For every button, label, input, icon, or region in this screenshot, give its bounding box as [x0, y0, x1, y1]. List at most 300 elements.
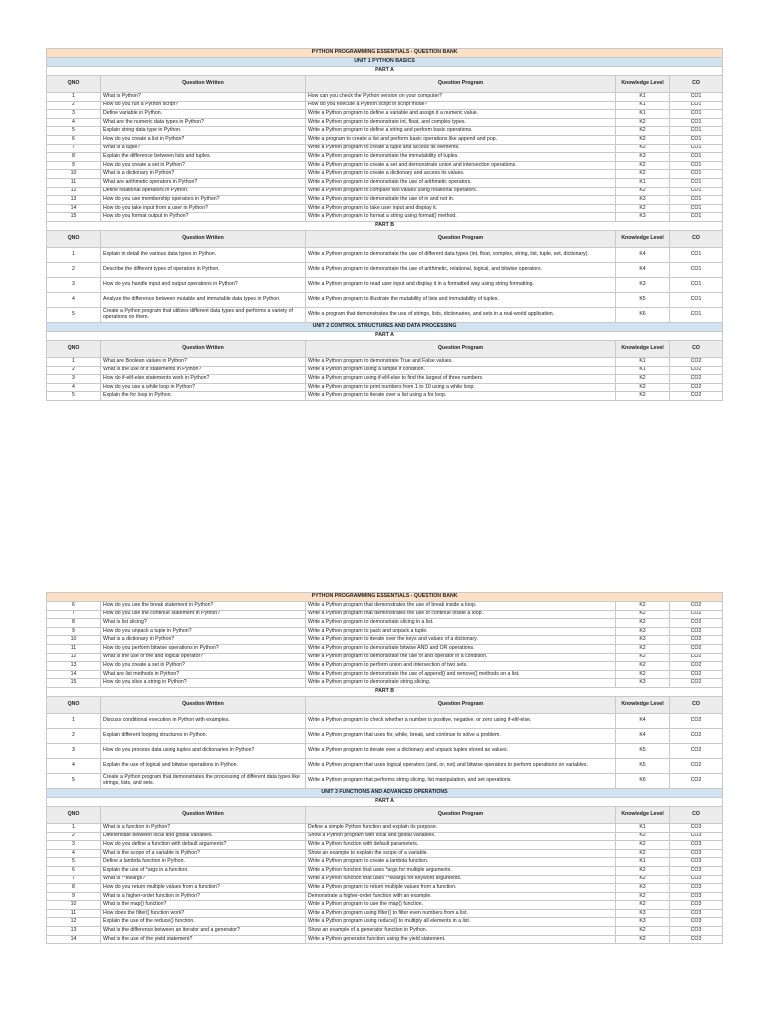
- question-program-cell: Show a Python program with local and global variables.: [306, 832, 616, 841]
- table-row: [47, 144, 723, 153]
- qno-cell: 13: [47, 662, 101, 671]
- co-cell: CO3: [670, 875, 723, 884]
- co-cell: CO1: [670, 161, 723, 170]
- knowledge-level-cell: K1: [616, 366, 670, 375]
- knowledge-level-cell: K1: [616, 823, 670, 832]
- table-row: [47, 602, 723, 611]
- question-written-cell: Explain the use of logical and bitwise operations in Python.: [101, 758, 306, 773]
- knowledge-level-cell: K2: [616, 662, 670, 671]
- knowledge-level-cell: K2: [616, 602, 670, 611]
- question-program-cell: Write a Python program to demonstrate the use of append() and remove() methods on a list.: [306, 670, 616, 679]
- knowledge-level-cell: K2: [616, 892, 670, 901]
- qno-cell: 11: [47, 909, 101, 918]
- knowledge-level-cell: K2: [616, 610, 670, 619]
- table-row: [47, 247, 723, 262]
- co-cell: CO1: [670, 292, 723, 307]
- co-cell: CO2: [670, 383, 723, 392]
- co-cell: CO2: [670, 392, 723, 401]
- column-header-row: [47, 806, 723, 823]
- knowledge-level-header: Knowledge Level: [616, 696, 670, 713]
- table-row: [47, 135, 723, 144]
- co-cell: CO2: [670, 743, 723, 758]
- unit-1-heading-text: UNIT 1 PYTHON BASICS: [47, 58, 723, 67]
- table-row: [47, 292, 723, 307]
- question-program-cell: Write a Python program that uses logical operators (and, or, not) and bitwise operators to perform operations on variables.: [306, 758, 616, 773]
- question-written-cell: Explain in detail the various data types in Python.: [101, 247, 306, 262]
- qno-cell: 12: [47, 918, 101, 927]
- co-cell: CO1: [670, 93, 723, 102]
- co-cell: CO1: [670, 170, 723, 179]
- qno-cell: 1: [47, 357, 101, 366]
- qno-cell: 14: [47, 670, 101, 679]
- table-row: [47, 392, 723, 401]
- question-written-header: Question Written: [101, 806, 306, 823]
- question-program-cell: Write a Python program that demonstrates the use of continue inside a loop.: [306, 610, 616, 619]
- question-written-cell: What is the use of if statements in Python?: [101, 366, 306, 375]
- unit-3-heading: [47, 788, 723, 797]
- qno-cell: 7: [47, 610, 101, 619]
- question-written-cell: How do you use membership operators in Python?: [101, 196, 306, 205]
- table-row: [47, 101, 723, 110]
- knowledge-level-cell: K2: [616, 619, 670, 628]
- qno-cell: 3: [47, 841, 101, 850]
- question-written-cell: Define relational operators in Python.: [101, 187, 306, 196]
- question-written-cell: Explain different looping structures in Python.: [101, 728, 306, 743]
- co-cell: CO2: [670, 679, 723, 688]
- qno-cell: 14: [47, 204, 101, 213]
- knowledge-level-cell: K2: [616, 644, 670, 653]
- table-row: [47, 670, 723, 679]
- knowledge-level-cell: K4: [616, 728, 670, 743]
- co-header: CO: [670, 340, 723, 357]
- qno-cell: 8: [47, 153, 101, 162]
- co-cell: CO3: [670, 918, 723, 927]
- co-cell: CO3: [670, 935, 723, 944]
- table-row: [47, 918, 723, 927]
- knowledge-level-cell: K2: [616, 935, 670, 944]
- question-program-cell: Write a Python program to define a string and perform basic operations.: [306, 127, 616, 136]
- knowledge-level-cell: K6: [616, 773, 670, 788]
- table-row: [47, 935, 723, 944]
- knowledge-level-cell: K3: [616, 196, 670, 205]
- question-program-cell: Write a Python program to read user input and display it in a formatted way using string formatting.: [306, 277, 616, 292]
- page-1-sheet: [46, 48, 722, 401]
- table-row: [47, 627, 723, 636]
- co-cell: CO2: [670, 375, 723, 384]
- co-header: CO: [670, 806, 723, 823]
- question-written-header: Question Written: [101, 76, 306, 93]
- column-header-row: [47, 76, 723, 93]
- qno-header: QNO: [47, 340, 101, 357]
- co-cell: CO1: [670, 135, 723, 144]
- knowledge-level-cell: K2: [616, 127, 670, 136]
- table-row: [47, 892, 723, 901]
- table-row: [47, 277, 723, 292]
- question-program-cell: Write a Python program to format a string using format() method.: [306, 213, 616, 222]
- qno-cell: 5: [47, 307, 101, 322]
- qno-cell: 3: [47, 277, 101, 292]
- qno-cell: 3: [47, 110, 101, 119]
- qno-cell: 8: [47, 884, 101, 893]
- table-row: [47, 366, 723, 375]
- qno-cell: 7: [47, 875, 101, 884]
- table-row: [47, 653, 723, 662]
- question-program-cell: Write a Python program to iterate over a list using a for loop.: [306, 392, 616, 401]
- question-program-cell: Write a Python program to use the map() function.: [306, 901, 616, 910]
- knowledge-level-cell: K2: [616, 383, 670, 392]
- question-program-cell: Write a Python program to demonstrate the use of arithmetic, relational, logical, and bitwise operators.: [306, 262, 616, 277]
- question-program-cell: Write a Python function that uses **kwargs for keyword arguments.: [306, 875, 616, 884]
- part-a-heading: [47, 331, 723, 340]
- co-cell: CO2: [670, 728, 723, 743]
- co-cell: CO3: [670, 841, 723, 850]
- knowledge-level-cell: K2: [616, 875, 670, 884]
- question-written-cell: What is the use of the and logical operator?: [101, 653, 306, 662]
- knowledge-level-cell: K1: [616, 357, 670, 366]
- qno-cell: 1: [47, 93, 101, 102]
- question-written-cell: Explain the use of the reduce() function.: [101, 918, 306, 927]
- qno-cell: 1: [47, 823, 101, 832]
- qno-cell: 13: [47, 927, 101, 936]
- qno-cell: 11: [47, 178, 101, 187]
- qno-cell: 15: [47, 679, 101, 688]
- page-2-sheet: [46, 592, 722, 944]
- question-written-cell: Define variable in Python.: [101, 110, 306, 119]
- knowledge-level-cell: K3: [616, 884, 670, 893]
- qno-cell: 15: [47, 213, 101, 222]
- knowledge-level-cell: K2: [616, 161, 670, 170]
- question-written-cell: How do you create a set in Python?: [101, 161, 306, 170]
- knowledge-level-cell: K2: [616, 375, 670, 384]
- qno-cell: 9: [47, 161, 101, 170]
- knowledge-level-cell: K5: [616, 743, 670, 758]
- question-written-cell: What are arithmetic operators in Python?: [101, 178, 306, 187]
- table-title: [47, 49, 723, 58]
- knowledge-level-cell: K2: [616, 187, 670, 196]
- co-cell: CO1: [670, 178, 723, 187]
- table-row: [47, 619, 723, 628]
- question-written-cell: How do you take input from a user in Python?: [101, 204, 306, 213]
- question-written-cell: How do you return multiple values from a function?: [101, 884, 306, 893]
- qno-cell: 5: [47, 773, 101, 788]
- co-cell: CO3: [670, 892, 723, 901]
- knowledge-level-cell: K3: [616, 909, 670, 918]
- co-cell: CO1: [670, 144, 723, 153]
- table-row: [47, 110, 723, 119]
- question-bank-table-page-1: [46, 48, 723, 401]
- part-a-heading-text: PART A: [47, 797, 723, 806]
- question-program-cell: Write a Python program to create a set and demonstrate union and intersection operations.: [306, 161, 616, 170]
- knowledge-level-header: Knowledge Level: [616, 340, 670, 357]
- question-written-cell: What is the use of the yield statement?: [101, 935, 306, 944]
- table-title-text: PYTHON PROGRAMMING ESSENTIALS - QUESTION BANK: [47, 593, 723, 602]
- qno-cell: 14: [47, 935, 101, 944]
- question-written-cell: How do you unpack a tuple in Python?: [101, 627, 306, 636]
- knowledge-level-cell: K4: [616, 247, 670, 262]
- table-row: [47, 713, 723, 728]
- qno-cell: 2: [47, 366, 101, 375]
- qno-cell: 1: [47, 713, 101, 728]
- question-program-cell: Write a Python program to iterate over a dictionary and unpack tuples stored as values.: [306, 743, 616, 758]
- qno-cell: 13: [47, 196, 101, 205]
- table-row: [47, 662, 723, 671]
- question-program-header: Question Program: [306, 696, 616, 713]
- question-program-cell: Write a Python program to perform union and intersection of two sets.: [306, 662, 616, 671]
- question-written-cell: What is a tuple?: [101, 144, 306, 153]
- co-cell: CO3: [670, 901, 723, 910]
- co-cell: CO1: [670, 247, 723, 262]
- table-row: [47, 204, 723, 213]
- knowledge-level-cell: K2: [616, 841, 670, 850]
- question-written-header: Question Written: [101, 230, 306, 247]
- co-cell: CO2: [670, 357, 723, 366]
- question-program-cell: Write a Python program to illustrate the mutability of lists and immutability of tuples.: [306, 292, 616, 307]
- knowledge-level-cell: K3: [616, 636, 670, 645]
- qno-cell: 4: [47, 383, 101, 392]
- table-row: [47, 610, 723, 619]
- table-row: [47, 357, 723, 366]
- knowledge-level-cell: K5: [616, 758, 670, 773]
- qno-cell: 5: [47, 392, 101, 401]
- qno-cell: 12: [47, 187, 101, 196]
- knowledge-level-cell: K2: [616, 653, 670, 662]
- question-written-cell: What is the difference between an iterator and a generator?: [101, 927, 306, 936]
- qno-cell: 3: [47, 743, 101, 758]
- question-written-cell: What is **kwargs?: [101, 875, 306, 884]
- question-program-cell: Write a Python program to demonstrate True and False values.: [306, 357, 616, 366]
- question-program-cell: Show an example of a generator function in Python.: [306, 927, 616, 936]
- knowledge-level-cell: K5: [616, 292, 670, 307]
- co-cell: CO1: [670, 118, 723, 127]
- qno-cell: 5: [47, 127, 101, 136]
- knowledge-level-cell: K2: [616, 866, 670, 875]
- table-row: [47, 743, 723, 758]
- table-row: [47, 849, 723, 858]
- co-cell: CO3: [670, 927, 723, 936]
- qno-cell: 3: [47, 375, 101, 384]
- knowledge-level-cell: K2: [616, 392, 670, 401]
- knowledge-level-cell: K2: [616, 135, 670, 144]
- knowledge-level-cell: K4: [616, 713, 670, 728]
- unit-2-heading: [47, 322, 723, 331]
- knowledge-level-cell: K2: [616, 204, 670, 213]
- qno-cell: 6: [47, 602, 101, 611]
- question-written-cell: What is a dictionary in Python?: [101, 636, 306, 645]
- question-program-cell: Write a Python function that uses *args for multiple arguments.: [306, 866, 616, 875]
- knowledge-level-cell: K2: [616, 849, 670, 858]
- co-cell: CO2: [670, 627, 723, 636]
- question-written-cell: Explain the for loop in Python.: [101, 392, 306, 401]
- co-cell: CO2: [670, 662, 723, 671]
- question-written-cell: How do you run a Python script?: [101, 101, 306, 110]
- table-row: [47, 93, 723, 102]
- question-written-cell: What is Python?: [101, 93, 306, 102]
- table-row: [47, 187, 723, 196]
- question-program-cell: Write a Python program to demonstrate bitwise AND and OR operations.: [306, 644, 616, 653]
- co-cell: CO2: [670, 713, 723, 728]
- question-program-cell: Write a Python program to demonstrate the use of arithmetic operators.: [306, 178, 616, 187]
- question-program-cell: Write a Python program using a simple if condition.: [306, 366, 616, 375]
- co-cell: CO1: [670, 110, 723, 119]
- unit-2-heading-text: UNIT 2 CONTROL STRUCTURES AND DATA PROCESSING: [47, 322, 723, 331]
- question-program-cell: Write a Python program to print numbers from 1 to 10 using a while loop.: [306, 383, 616, 392]
- co-cell: CO1: [670, 277, 723, 292]
- part-a-heading: [47, 797, 723, 806]
- column-header-row: [47, 340, 723, 357]
- qno-cell: 1: [47, 247, 101, 262]
- table-row: [47, 875, 723, 884]
- question-written-cell: What are the numeric data types in Python?: [101, 118, 306, 127]
- table-row: [47, 901, 723, 910]
- table-row: [47, 307, 723, 322]
- knowledge-level-cell: K3: [616, 213, 670, 222]
- co-cell: CO3: [670, 832, 723, 841]
- knowledge-level-header: Knowledge Level: [616, 76, 670, 93]
- question-written-cell: How do if-elif-else statements work in Python?: [101, 375, 306, 384]
- question-program-cell: Write a Python program to demonstrate the use of in and not in.: [306, 196, 616, 205]
- question-written-cell: How do you format output in Python?: [101, 213, 306, 222]
- question-program-cell: Define a simple Python function and explain its purpose.: [306, 823, 616, 832]
- question-program-cell: Write a Python program using filter() to filter even numbers from a list.: [306, 909, 616, 918]
- co-cell: CO3: [670, 858, 723, 867]
- table-row: [47, 153, 723, 162]
- question-written-cell: Discuss conditional execution in Python with examples.: [101, 713, 306, 728]
- table-row: [47, 161, 723, 170]
- table-row: [47, 927, 723, 936]
- table-title: [47, 593, 723, 602]
- question-written-cell: How do you define a function with default arguments?: [101, 841, 306, 850]
- question-program-cell: How do you execute a Python script in script mode?: [306, 101, 616, 110]
- qno-cell: 4: [47, 292, 101, 307]
- co-cell: CO2: [670, 653, 723, 662]
- question-program-cell: Write a program that demonstrates the use of strings, lists, dictionaries, and sets in a real-world application.: [306, 307, 616, 322]
- question-written-cell: What is list slicing?: [101, 619, 306, 628]
- question-written-header: Question Written: [101, 340, 306, 357]
- question-program-cell: Write a Python program to demonstrate the use of different data types (int, float, complex, string, list, tuple, set, dictionary).: [306, 247, 616, 262]
- knowledge-level-cell: K2: [616, 832, 670, 841]
- part-b-heading-text: PART B: [47, 687, 723, 696]
- question-written-cell: What are list methods in Python?: [101, 670, 306, 679]
- qno-header: QNO: [47, 806, 101, 823]
- question-written-cell: How do you use a while loop in Python?: [101, 383, 306, 392]
- question-program-cell: Write a Python program to demonstrate the immutability of tuples.: [306, 153, 616, 162]
- question-program-cell: Write a Python program using if-elif-else to find the largest of three numbers.: [306, 375, 616, 384]
- knowledge-level-cell: K2: [616, 670, 670, 679]
- qno-cell: 9: [47, 892, 101, 901]
- co-cell: CO3: [670, 866, 723, 875]
- question-program-header: Question Program: [306, 230, 616, 247]
- co-cell: CO3: [670, 849, 723, 858]
- co-cell: CO2: [670, 602, 723, 611]
- question-written-cell: How does the filter() function work?: [101, 909, 306, 918]
- knowledge-level-cell: K3: [616, 277, 670, 292]
- co-cell: CO1: [670, 153, 723, 162]
- knowledge-level-cell: K2: [616, 927, 670, 936]
- knowledge-level-cell: K1: [616, 858, 670, 867]
- table-row: [47, 823, 723, 832]
- table-row: [47, 383, 723, 392]
- qno-cell: 5: [47, 858, 101, 867]
- unit-3-heading-text: UNIT 3 FUNCTIONS AND ADVANCED OPERATIONS: [47, 788, 723, 797]
- question-written-cell: Explain the use of *args in a function.: [101, 866, 306, 875]
- knowledge-level-cell: K1: [616, 101, 670, 110]
- table-row: [47, 832, 723, 841]
- qno-cell: 2: [47, 262, 101, 277]
- table-row: [47, 866, 723, 875]
- question-written-cell: What are Boolean values in Python?: [101, 357, 306, 366]
- co-cell: CO1: [670, 262, 723, 277]
- qno-header: QNO: [47, 696, 101, 713]
- table-row: [47, 127, 723, 136]
- question-program-header: Question Program: [306, 340, 616, 357]
- knowledge-level-header: Knowledge Level: [616, 806, 670, 823]
- question-program-cell: Write a Python program to create a dictionary and access its values.: [306, 170, 616, 179]
- question-program-cell: Write a Python program to iterate over the keys and values of a dictionary.: [306, 636, 616, 645]
- knowledge-level-cell: K4: [616, 262, 670, 277]
- co-cell: CO2: [670, 610, 723, 619]
- part-b-heading-text: PART B: [47, 221, 723, 230]
- table-row: [47, 178, 723, 187]
- question-program-cell: Write a Python program to pack and unpack a tuple.: [306, 627, 616, 636]
- co-cell: CO1: [670, 213, 723, 222]
- co-cell: CO1: [670, 187, 723, 196]
- qno-cell: 2: [47, 832, 101, 841]
- co-cell: CO3: [670, 823, 723, 832]
- question-program-cell: Write a Python program to check whether a number is positive, negative, or zero using if-elif-else.: [306, 713, 616, 728]
- co-cell: CO2: [670, 644, 723, 653]
- table-row: [47, 728, 723, 743]
- co-cell: CO1: [670, 307, 723, 322]
- knowledge-level-cell: K3: [616, 679, 670, 688]
- question-program-cell: Write a Python program that uses for, while, break, and continue to solve a problem.: [306, 728, 616, 743]
- question-written-cell: Create a Python program that demonstrates the processing of different data types like strings, lists, and sets.: [101, 773, 306, 788]
- question-written-cell: How do you use the break statement in Python?: [101, 602, 306, 611]
- question-written-cell: Explain the difference between lists and tuples.: [101, 153, 306, 162]
- question-written-cell: How do you process data using tuples and dictionaries in Python?: [101, 743, 306, 758]
- qno-cell: 2: [47, 101, 101, 110]
- qno-header: QNO: [47, 230, 101, 247]
- question-program-cell: Write a Python program to take user input and display it.: [306, 204, 616, 213]
- knowledge-level-cell: K1: [616, 110, 670, 119]
- question-bank-table-page-2: [46, 592, 723, 944]
- knowledge-level-cell: K2: [616, 118, 670, 127]
- table-row: [47, 909, 723, 918]
- co-header: CO: [670, 696, 723, 713]
- question-program-cell: Write a Python program to create a tuple and access its elements.: [306, 144, 616, 153]
- co-cell: CO1: [670, 196, 723, 205]
- question-program-cell: Write a Python program to return multiple values from a function.: [306, 884, 616, 893]
- table-row: [47, 679, 723, 688]
- part-a-heading: [47, 67, 723, 76]
- co-cell: CO2: [670, 670, 723, 679]
- question-program-header: Question Program: [306, 76, 616, 93]
- table-row: [47, 841, 723, 850]
- question-written-cell: Explain string data type in Python.: [101, 127, 306, 136]
- qno-cell: 4: [47, 118, 101, 127]
- question-written-cell: How do you slice a string in Python?: [101, 679, 306, 688]
- qno-cell: 6: [47, 135, 101, 144]
- question-written-cell: How do you handle input and output operations in Python?: [101, 277, 306, 292]
- table-row: [47, 773, 723, 788]
- qno-cell: 10: [47, 901, 101, 910]
- table-row: [47, 884, 723, 893]
- question-written-cell: Define a lambda function in Python.: [101, 858, 306, 867]
- table-row: [47, 118, 723, 127]
- knowledge-level-cell: K3: [616, 153, 670, 162]
- co-cell: CO2: [670, 773, 723, 788]
- question-program-cell: Write a Python program to demonstrate string slicing.: [306, 679, 616, 688]
- qno-cell: 11: [47, 644, 101, 653]
